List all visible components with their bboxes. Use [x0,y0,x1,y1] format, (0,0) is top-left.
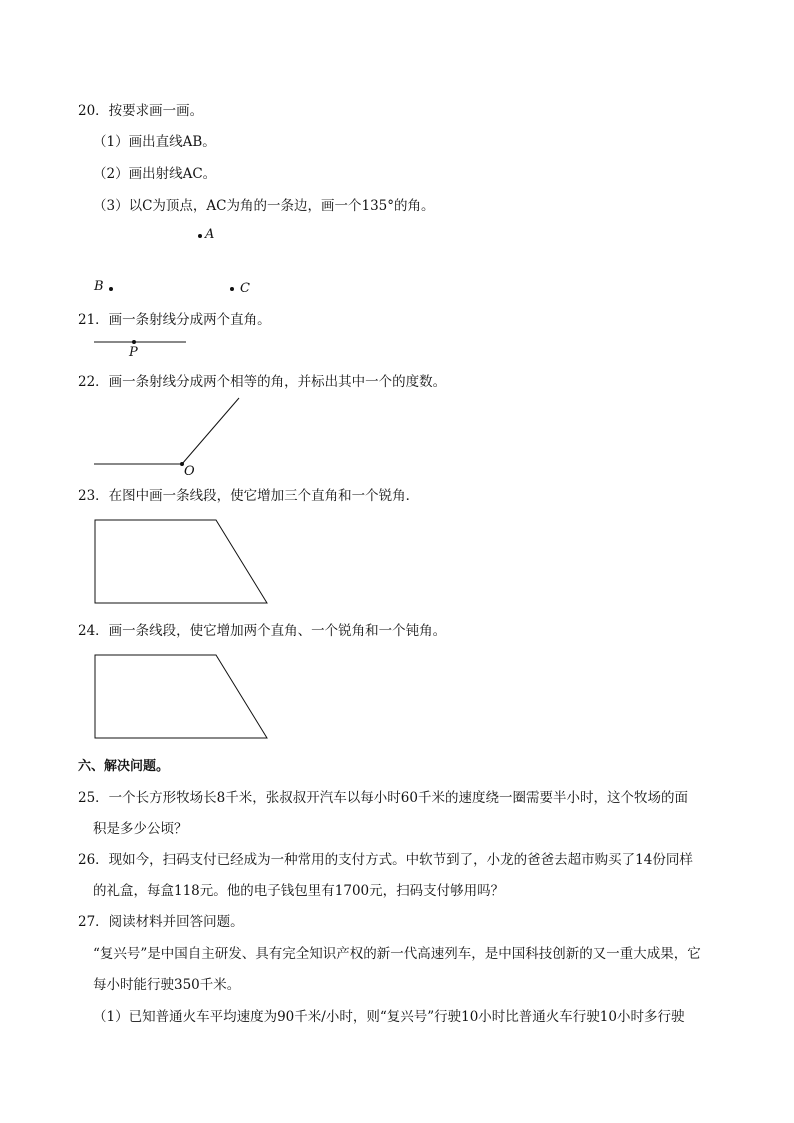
q20-sub2: （2）画出射线AC。 [93,166,217,182]
q25-line1: 25．一个长方形牧场长8千米，张叔叔开汽车以每小时60千米的速度绕一圈需要半小时，这个牧场的面 [78,790,688,806]
point-c [230,287,234,291]
q24-trapezoid [95,655,267,738]
q23-stem: 23．在图中画一条线段，使它增加三个直角和一个锐角． [78,488,420,504]
q20-sub3: （3）以C为顶点，AC为角的一条边，画一个135°的角。 [93,198,435,214]
q26-line1: 26．现如今，扫码支付已经成为一种常用的支付方式。中软节到了，小龙的爸爸去超市购买了14份同样 [78,852,693,868]
q20-sub1: （1）画出直线AB。 [93,134,216,150]
q22-angle-figure [90,392,250,472]
q26-line2: 的礼盒，每盒118元。他的电子钱包里有1700元，扫码支付够用吗？ [93,883,505,899]
label-b: B [94,279,104,294]
q24-stem: 24．画一条线段，使它增加两个直角、一个锐角和一个钝角。 [78,623,447,639]
q27-material-line2: 每小时能行驶350千米。 [93,977,241,993]
point-b [109,287,113,291]
q27-stem: 27．阅读材料并回答问题。 [78,914,244,930]
q25-line2: 积是多少公顷？ [93,821,188,837]
label-p: P [129,345,138,360]
q24-trapezoid-figure [90,650,280,740]
q22-slanted-side [182,398,239,464]
q21-line-figure [90,333,210,353]
q20-points-figure [0,222,794,302]
q21-stem: 21．画一条射线分成两个直角。 [78,312,271,328]
q22-stem: 22．画一条射线分成两个相等的角，并标出其中一个的度数。 [78,374,447,390]
section-6-title: 六、解决问题。 [78,759,170,774]
point-p [132,340,136,344]
q27-material-line1: “复兴号”是中国自主研发、具有完全知识产权的新一代高速列车，是中国科技创新的又一重大成果，它 [93,946,701,962]
label-c: C [240,281,250,296]
point-a [198,234,202,238]
label-o: O [184,464,195,479]
label-a: A [205,227,215,242]
q20-stem: 20．按要求画一画。 [78,103,204,119]
q23-trapezoid-figure [90,515,280,605]
q27-sub1: （1）已知普通火车平均速度为90千米/小时，则“复兴号”行驶10小时比普通火车行驶10小时多行驶 [93,1009,685,1025]
q23-trapezoid [95,520,267,603]
